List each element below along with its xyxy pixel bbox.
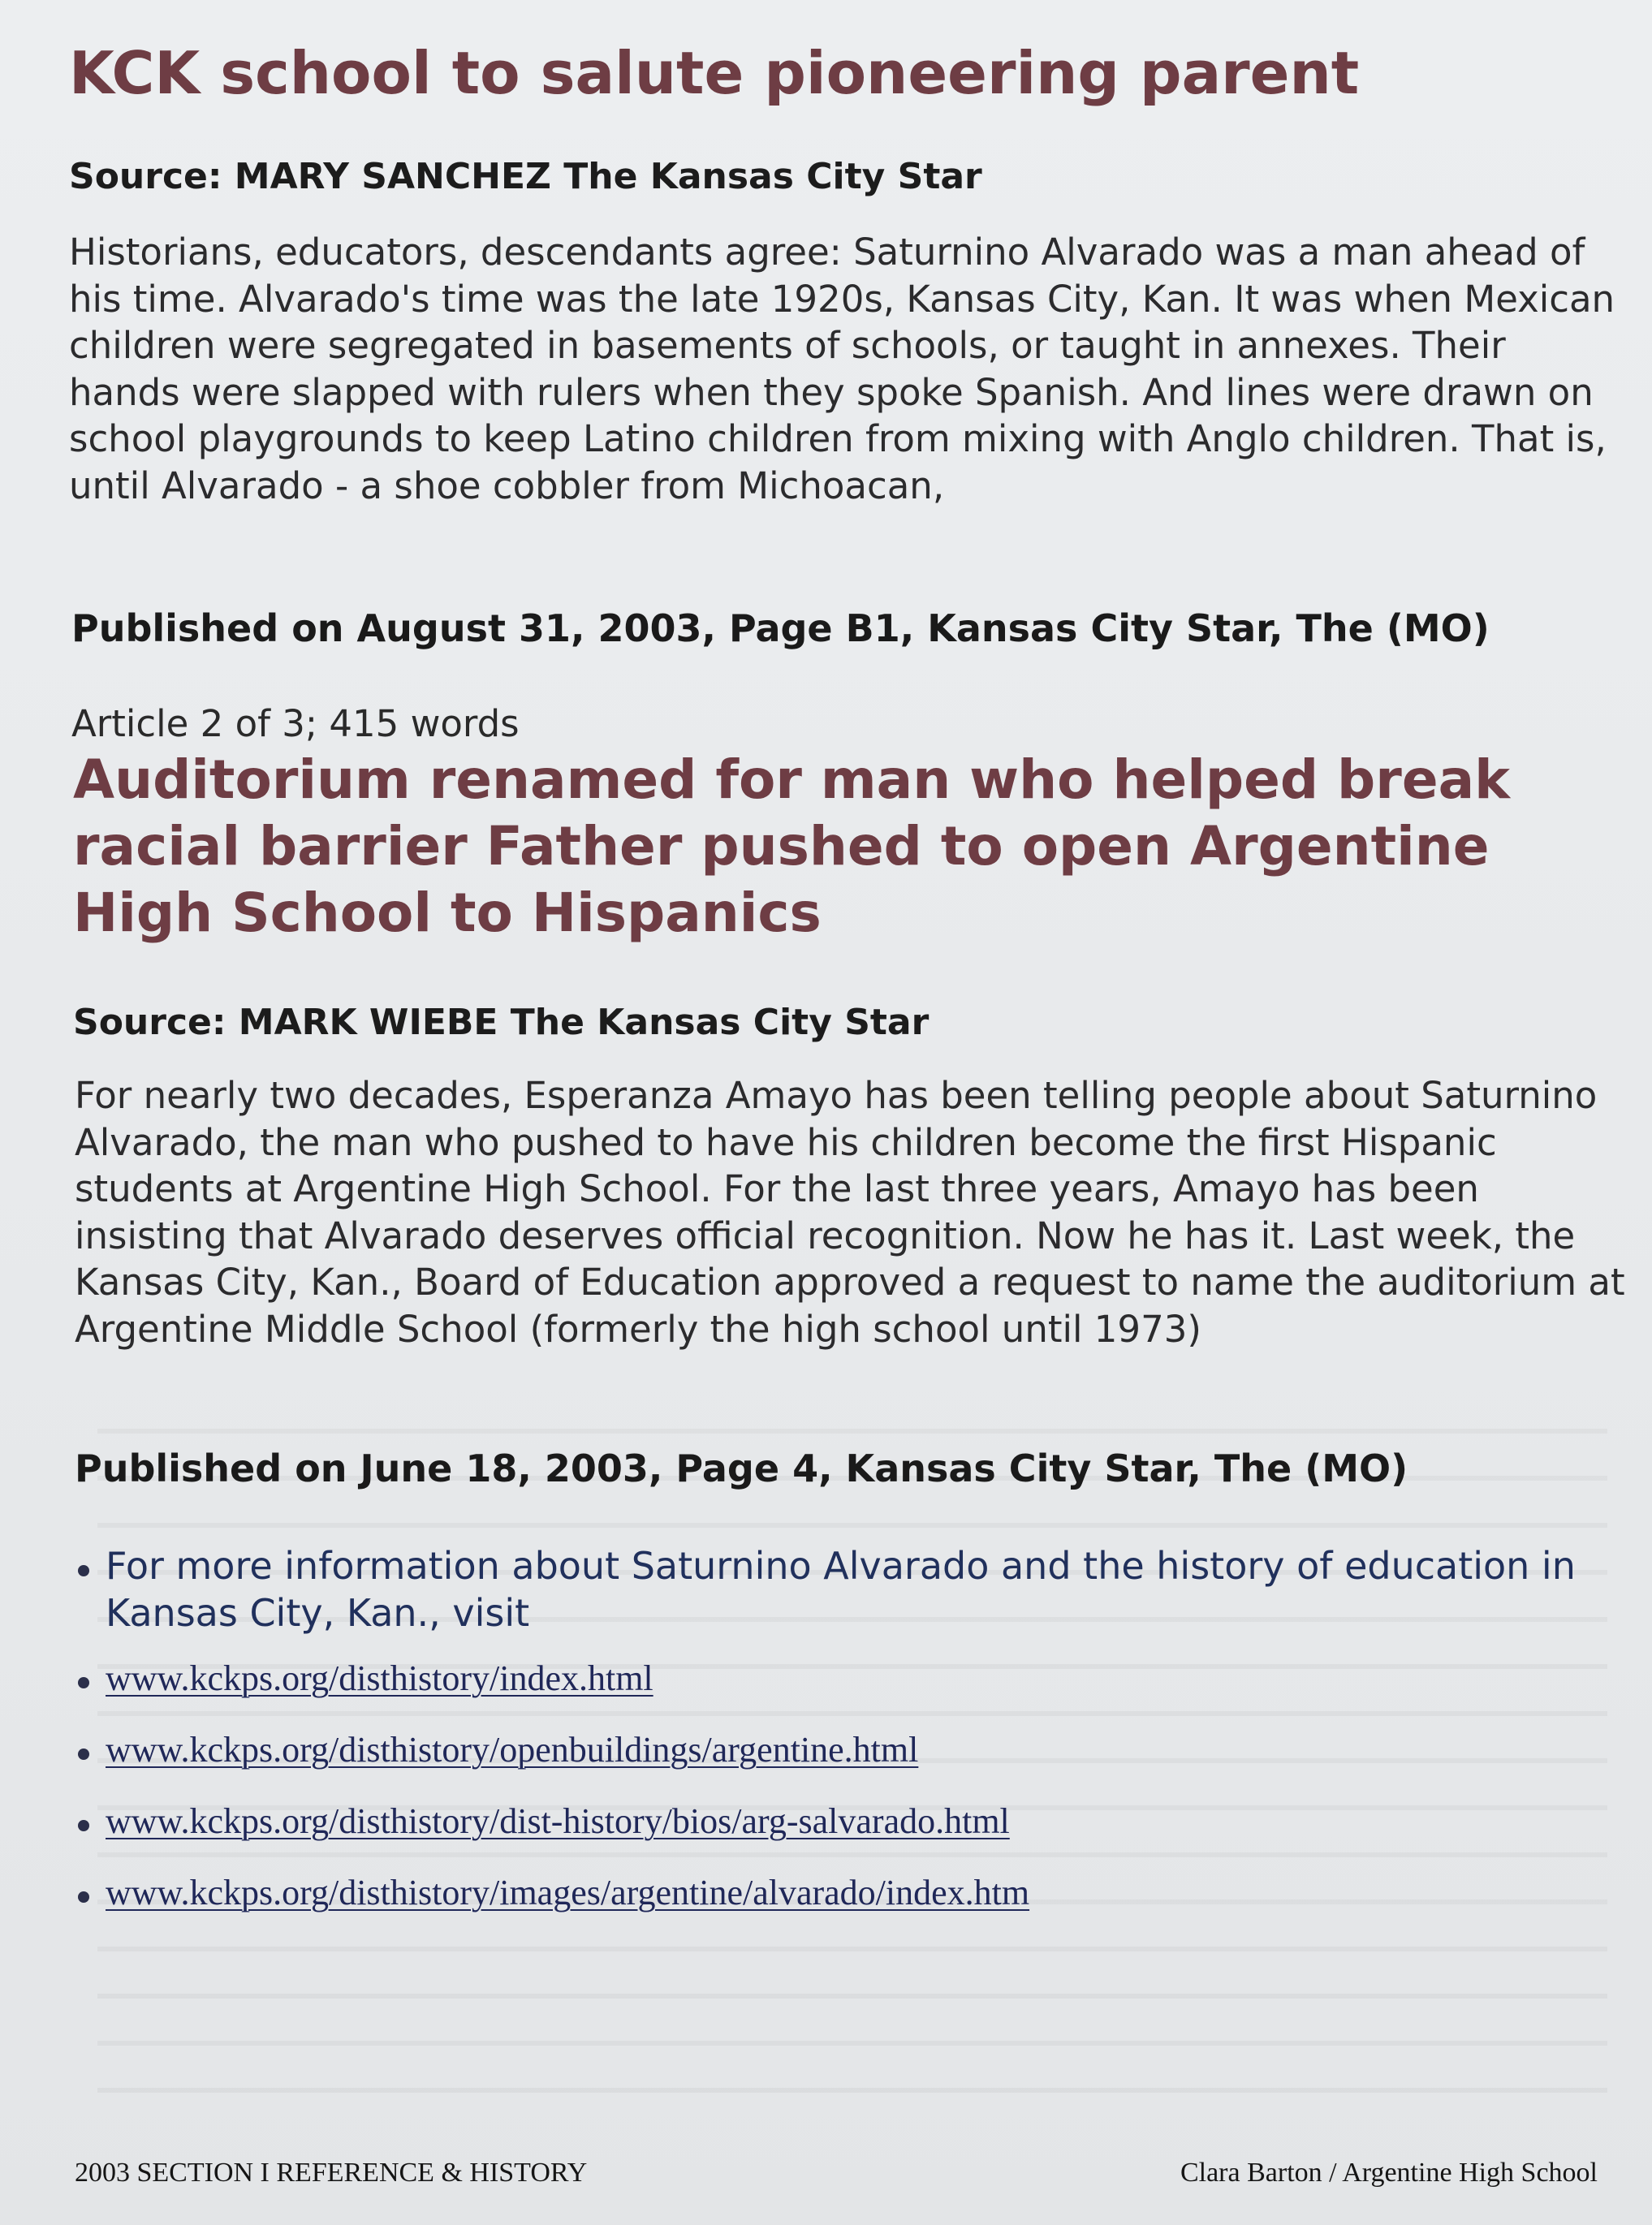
bullet-icon: [78, 1565, 89, 1576]
bullet-icon: [78, 1820, 89, 1831]
list-item: [73, 1857, 1599, 1929]
link-district-history[interactable]: www.kckps.org/disthistory/index.html: [106, 1658, 653, 1698]
article1-published: Published on August 31, 2003, Page B1, Kansas City Star, The (MO): [71, 606, 1490, 650]
article2-headline: Auditorium renamed for man who helped break racial barrier Father pushed to open Argentine High School to Hispanics: [73, 748, 1511, 944]
list-item: [73, 1714, 1599, 1786]
article2-source: Source: MARK WIEBE The Kansas City Star: [73, 1002, 930, 1043]
article2-body: For nearly two decades, Esperanza Amayo has been telling people about Saturnino Alvarado, the man who pushed to have his children become the first Hispanic students at Argentine High School. For the last three years, Amayo has been insisting that Alvarado deserves official recognition. Now he has it. Last week, the Kansas City, Kan., Board of Education approved a request to name the auditorium at Argentine Middle School (formerly the high school until 1973): [75, 1074, 1625, 1351]
footer-section-label: 2003 SECTION I REFERENCE & HISTORY: [75, 2158, 588, 2188]
bullet-icon: [78, 1749, 89, 1760]
article2-meta: Article 2 of 3; 415 words: [71, 702, 520, 745]
footer-school-label: Clara Barton / Argentine High School: [1180, 2158, 1598, 2188]
more-info-list: [73, 1542, 1599, 1929]
list-item: [73, 1786, 1599, 1857]
bullet-icon: [78, 1891, 89, 1903]
link-alvarado-bio[interactable]: www.kckps.org/disthistory/dist-history/bios/arg-salvarado.html: [106, 1801, 1010, 1841]
article2-published: Published on June 18, 2003, Page 4, Kansas City Star, The (MO): [75, 1447, 1408, 1490]
link-alvarado-images[interactable]: www.kckps.org/disthistory/images/argentine/alvarado/index.htm: [106, 1873, 1030, 1912]
list-item: [73, 1643, 1599, 1714]
article1-body: Historians, educators, descendants agree: Saturnino Alvarado was a man ahead of his time. Alvarado's time was the late 1920s, Kansas City, Kan. It was when Mexican children were segregated in basements of schools, or taught in annexes. Their hands were slapped with rulers when they spoke Spanish. And lines were drawn on school playgrounds to keep Latino children from mixing with Anglo children. That is, until Alvarado - a shoe cobbler from Michoacan,: [69, 231, 1615, 507]
link-argentine-building[interactable]: www.kckps.org/disthistory/openbuildings/argentine.html: [106, 1730, 919, 1770]
article1-headline: KCK school to salute pioneering parent: [69, 39, 1360, 107]
bullet-icon: [78, 1677, 89, 1688]
article1-source: Source: MARY SANCHEZ The Kansas City Star: [69, 156, 982, 197]
more-info-text: For more information about Saturnino Alvarado and the history of education in Kansas City, Kan., visit: [106, 1544, 1576, 1635]
list-item: [73, 1542, 1599, 1636]
